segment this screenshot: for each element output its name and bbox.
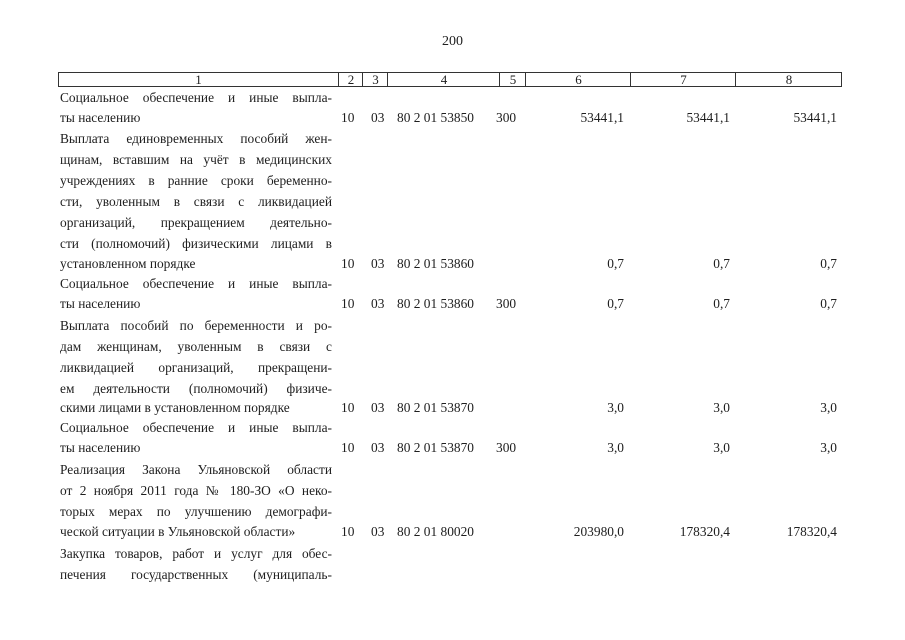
amount-col-7: 0,7 [713, 296, 730, 311]
row-description-line: ем деятельности (полномочий) физиче- [60, 381, 332, 396]
header-col-8: 8 [735, 73, 842, 86]
target-article-code: 80 2 01 53870 [397, 440, 474, 455]
subsection-code: 03 [371, 110, 385, 125]
amount-col-7: 3,0 [713, 400, 730, 415]
row-description-line: ты населению [60, 296, 141, 311]
target-article-code: 80 2 01 53850 [397, 110, 474, 125]
amount-col-7: 0,7 [713, 256, 730, 271]
amount-col-7: 3,0 [713, 440, 730, 455]
row-description-line: Социальное обеспечение и иные выпла- [60, 276, 332, 291]
row-description-line: Выплата единовременных пособий жен- [60, 131, 332, 146]
row-description-line: ческой ситуации в Ульяновской области» [60, 524, 296, 539]
subsection-code: 03 [371, 440, 385, 455]
row-description-line: Социальное обеспечение и иные выпла- [60, 90, 332, 105]
row-description-line: ликвидацией организаций, прекращени- [60, 360, 332, 375]
section-code: 10 [341, 400, 355, 415]
expense-type-code: 300 [496, 110, 517, 125]
section-code: 10 [341, 296, 355, 311]
section-code: 10 [341, 110, 355, 125]
header-col-5: 5 [499, 73, 526, 86]
row-description-line: торых мерах по улучшению демографи- [60, 504, 332, 519]
amount-col-6: 3,0 [607, 400, 624, 415]
row-description-line: ты населению [60, 110, 141, 125]
row-description-line: ты населению [60, 440, 141, 455]
amount-col-8: 178320,4 [786, 524, 837, 539]
row-description-line: от 2 ноября 2011 года № 180-ЗО «О неко- [60, 483, 332, 498]
subsection-code: 03 [371, 256, 385, 271]
row-description-line: установленном порядке [60, 256, 196, 271]
amount-col-8: 0,7 [820, 256, 837, 271]
row-description-line: Социальное обеспечение и иные выпла- [60, 420, 332, 435]
header-col-2: 2 [338, 73, 363, 86]
section-code: 10 [341, 440, 355, 455]
amount-col-7: 53441,1 [686, 110, 730, 125]
header-col-4: 4 [387, 73, 500, 86]
header-col-3: 3 [362, 73, 388, 86]
row-description-line: сти, уволенным в связи с ликвидацией [60, 194, 332, 209]
header-col-7: 7 [630, 73, 736, 86]
row-description-line: организаций, прекращением деятельно- [60, 215, 332, 230]
amount-col-6: 3,0 [607, 440, 624, 455]
target-article-code: 80 2 01 53870 [397, 400, 474, 415]
subsection-code: 03 [371, 400, 385, 415]
amount-col-8: 3,0 [820, 400, 837, 415]
amount-col-8: 3,0 [820, 440, 837, 455]
row-description-line: сти (полномочий) физическими лицами в [60, 236, 332, 251]
row-description-line: щинам, вставшим на учёт в медицинских [60, 152, 332, 167]
expense-type-code: 300 [496, 440, 517, 455]
section-code: 10 [341, 524, 355, 539]
amount-col-6: 0,7 [607, 256, 624, 271]
row-description-line: Выплата пособий по беременности и ро- [60, 318, 332, 333]
row-description-line: дам женщинам, уволенным в связи с [60, 339, 332, 354]
subsection-code: 03 [371, 296, 385, 311]
section-code: 10 [341, 256, 355, 271]
row-description-line: учреждениях в ранние сроки беременно- [60, 173, 332, 188]
page-number: 200 [442, 34, 463, 49]
expense-type-code: 300 [496, 296, 517, 311]
amount-col-7: 178320,4 [679, 524, 730, 539]
row-description-line: Закупка товаров, работ и услуг для обес- [60, 546, 332, 561]
table-header [58, 72, 842, 87]
target-article-code: 80 2 01 53860 [397, 296, 474, 311]
target-article-code: 80 2 01 80020 [397, 524, 474, 539]
amount-col-8: 53441,1 [793, 110, 837, 125]
header-col-1: 1 [195, 72, 202, 87]
amount-col-6: 203980,0 [573, 524, 624, 539]
row-description-line: скими лицами в установленном порядке [60, 400, 290, 415]
row-description-line: печения государственных (муниципаль- [60, 567, 332, 582]
target-article-code: 80 2 01 53860 [397, 256, 474, 271]
row-description-line: Реализация Закона Ульяновской области [60, 462, 332, 477]
amount-col-6: 53441,1 [580, 110, 624, 125]
amount-col-6: 0,7 [607, 296, 624, 311]
header-col-6: 6 [525, 73, 631, 86]
subsection-code: 03 [371, 524, 385, 539]
amount-col-8: 0,7 [820, 296, 837, 311]
